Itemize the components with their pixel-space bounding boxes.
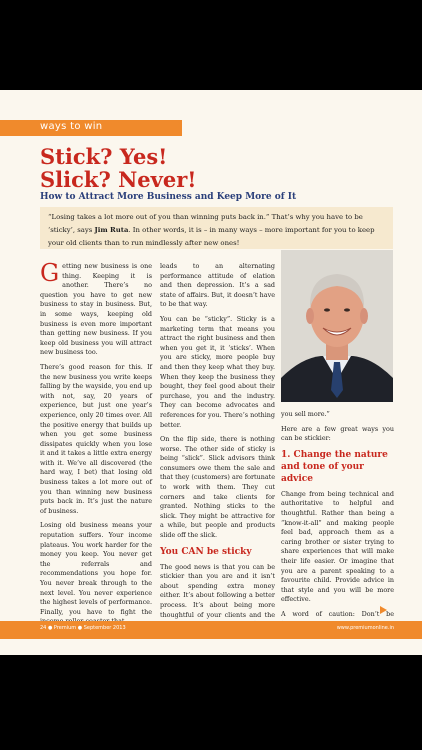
paragraph: You can be “sticky”. Sticky is a marketing term that means you attract the right business and then when you get it, it ‘sticks’. When you are sticky, more people buy and then they keep what they buy. When they keep the business they bought, they feel good about their purchase, you and the industry. They can become advocates and references for you. There’s nothing better.: [160, 314, 275, 429]
paragraph: leads to an alternating performance attitude of elation and then depression. It’s a sad state of affairs. But, it doesn’t have to be that way.: [160, 262, 275, 309]
drop-cap: G: [40, 259, 60, 287]
paragraph: Here are a few great ways you can be stickier:: [281, 424, 394, 443]
paragraph: Losing old business means your reputation suffers. Your income plateaus. You work harder for the money you keep. You never get the referrals and recommendations you hope for. You never break through to the next level. You never experience the highest levels of performance. Finally, you have to fight the: [40, 521, 152, 616]
paragraph: There’s good reason for this. If the new business you write keeps falling by the wayside, you end up with not, say, 20 years of experience, but just one year’s experience, only 20 times over. All the positive energy that builds up when you get some business dissipates quickly when you lose it and it takes a little extra energy with it. We’ve all discovered (the hard way, I bet) that losing old business takes a lot more out of you than winning new business puts back in. It’s just the nature of business.: [40, 362, 152, 515]
section-banner-notch: [170, 120, 182, 136]
article-subtitle: How to Attract More Business and Keep More of It: [40, 192, 297, 202]
column-3: [281, 410, 394, 634]
column-1: [40, 259, 152, 632]
section-heading: You CAN be sticky: [160, 546, 252, 557]
pull-quote-text-1: “Losing takes a lot more out of you than winning puts back in.” That’s why you have to be ‘sticky’, says: [48, 213, 363, 234]
title-line-2: Slick? Never!: [40, 167, 197, 192]
continue-arrow-icon: [380, 606, 387, 614]
paragraph: The good news is that you can be stickier than you are and it isn’t about spending extra money either. It’s about following a better process. It’s about being more thoughtful of your clients and the: [160, 562, 275, 619]
footer-page-info: 24 ● Premium ● September 2013: [40, 625, 126, 631]
column-2: [160, 262, 275, 644]
pull-quote: [40, 207, 393, 249]
magazine-page: [0, 90, 422, 655]
paragraph: On the flip side, there is nothing worse. The other side of sticky is being “slick”. Slick advisors think consumers owe them the sale and that they (customers) are fortunate to work with them. They cut corners and take clients for granted. Nothing sticks to the slick. They might be attractive for a while, but people and products slide off the slick.: [160, 435, 275, 540]
article-title: [40, 145, 196, 191]
paragraph: Getting new business is one thing. Keeping it is another. There’s no question you have to get new business to stay in business. But, in some ways, keeping old business is even more important than getting new business. If you keep old business you will attract new business too.: [40, 259, 152, 357]
author-photo: [281, 250, 393, 402]
paragraph: you sell more.”: [281, 410, 330, 418]
paragraph: Change from being technical and authoritative to helpful and thoughtful. Rather than being a “know-it-all” and making people feel bad, approach them as a caring brother or sister trying to share experiences that will make their life easier. Or imagine that you are a parent speaking to a favourite child. Provide advice in that style and you will be more effective.: [281, 489, 394, 604]
footer-website: www.premiumonline.in: [336, 625, 394, 631]
section-heading: 1. Change the nature and tone of your advice: [281, 449, 388, 484]
title-line-1: Stick? Yes!: [40, 144, 168, 169]
section-tag: ways to win: [40, 121, 103, 132]
pull-quote-author: Jim Ruta: [94, 226, 129, 234]
pull-quote-text-2: . In other words, it is – in many ways – more important for you to keep your old clients than to run mindlessly after new ones!: [48, 226, 375, 247]
paragraph: A word of caution: Don’t be: [281, 609, 394, 618]
